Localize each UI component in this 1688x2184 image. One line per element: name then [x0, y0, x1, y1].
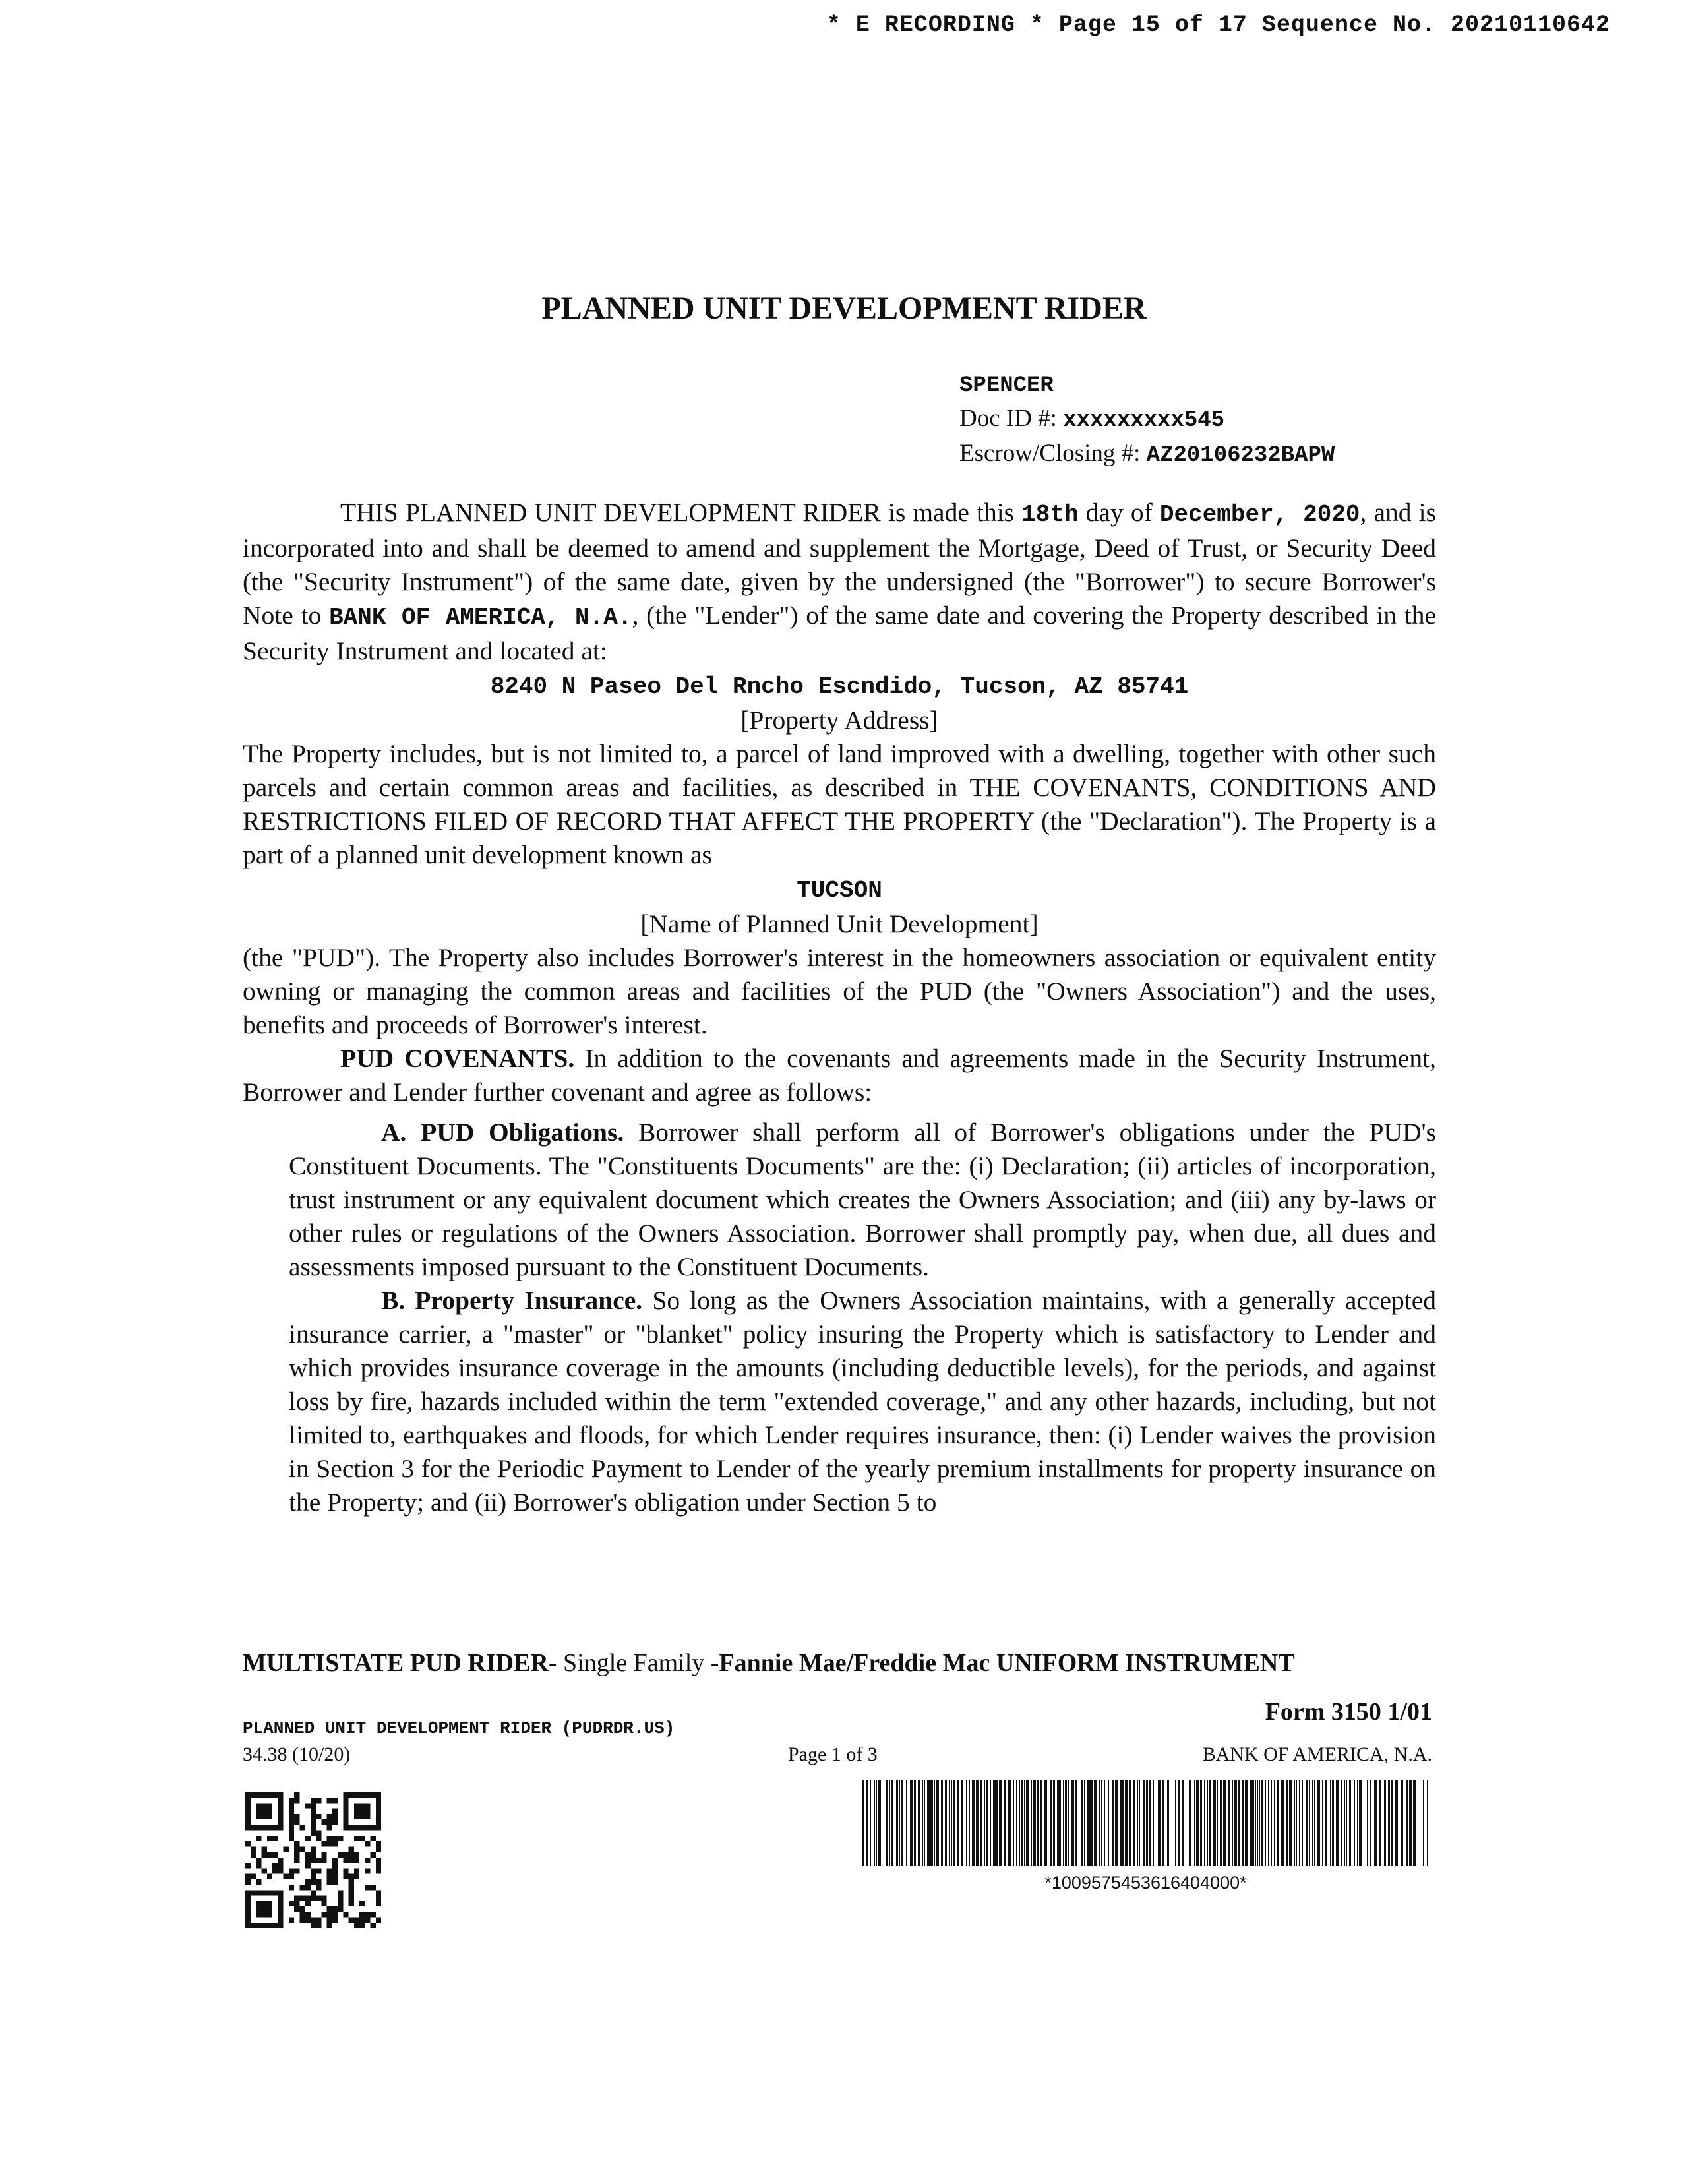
- form-number: Form 3150 1/01: [1265, 1698, 1432, 1726]
- footer-page-number: Page 1 of 3: [788, 1744, 878, 1765]
- footer-rider-line: [243, 1649, 1436, 1678]
- reference-block: [959, 369, 1335, 472]
- document-body: [243, 496, 1436, 1519]
- section-b: [289, 1284, 1436, 1519]
- rider-date: December, 2020: [1159, 501, 1360, 528]
- section-a-heading: A. PUD Obligations.: [381, 1118, 624, 1147]
- property-paragraph: The Property includes, but is not limited to, a parcel of land improved with a dwelling, together with other such parcels and certain common areas and facilities, as described in THE COVENANTS, CONDITIONS AND RESTRICTIONS FILED OF RECORD THAT AFFECT THE PROPERTY (the "Declaration"). The Property is a part of a planned unit development known as: [243, 739, 1436, 869]
- pud-name-label: [Name of Planned Unit Development]: [640, 909, 1039, 938]
- footer-rider-mid: - Single Family -: [548, 1649, 719, 1677]
- pud-name: TUCSON: [797, 877, 882, 904]
- footer-doc-code: PLANNED UNIT DEVELOPMENT RIDER (PUDRDR.US): [243, 1718, 675, 1738]
- pud-paragraph: (the "PUD"). The Property also includes Borrower's interest in the homeowners association or equivalent entity owning or managing the common areas and facilities of the PUD (the "Owners Association") and the uses, benefits and proceeds of Borrower's interest.: [243, 943, 1436, 1039]
- borrower-name: SPENCER: [959, 373, 1054, 398]
- covenants-heading: PUD COVENANTS.: [340, 1044, 575, 1073]
- intro-text-2: day of: [1078, 498, 1160, 527]
- intro-paragraph: [243, 496, 1436, 668]
- sub-sections: [243, 1116, 1436, 1519]
- escrow-line: [959, 437, 1335, 472]
- intro-text-3: , and is incorporated into and shall be deemed to amend and supplement the Mortgage, Deed of Trust, or Security Deed (the "Security Instrument") of the same date, given by the undersigned (the "Borrower") to secure Borrower's Note to: [243, 498, 1436, 630]
- intro-text-4: , (the "Lender") of the same date and covering the Property described in the Security Instrument and located at:: [243, 601, 1436, 665]
- footer-bank-name: BANK OF AMERICA, N.A.: [1202, 1744, 1432, 1765]
- qr-code-icon: [245, 1792, 381, 1928]
- recording-stamp: * E RECORDING * Page 15 of 17 Sequence No. 20210110642: [826, 12, 1610, 38]
- section-b-heading: B. Property Insurance.: [381, 1286, 643, 1315]
- covenants-text: In addition to the covenants and agreements made in the Security Instrument, Borrower and Lender further covenant and agree as follows:: [243, 1044, 1436, 1107]
- footer-rider-bold: MULTISTATE PUD RIDER: [243, 1649, 549, 1677]
- section-b-text: So long as the Owners Association maintains, with a generally accepted insurance carrier, a "master" or "blanket" policy insuring the Property which is satisfactory to Lender and which provides insurance coverage in the amounts (including deductible levels), for the periods, and against loss by fire, hazards included within the term "extended coverage," and any other hazards, including, but not limited to, earthquakes and floods, for which Lender requires insurance, then: (i) Lender waives the provision in Section 3 for the Periodic Payment to Lender of the yearly premium installments for property insurance on the Property; and (ii) Borrower's obligation under Section 5 to: [289, 1286, 1436, 1517]
- escrow-label: Escrow/Closing #:: [959, 440, 1141, 467]
- section-a-text: Borrower shall perform all of Borrower's obligations under the PUD's Constituent Documents. The "Constituents Documents" are the: (i) Declaration; (ii) articles of incorporation, trust instrument or any equivalent document which creates the Owners Association; and (iii) any by-laws or other rules or regulations of the Owners Association. Borrower shall promptly pay, when due, all dues and assessments imposed pursuant to the Constituent Documents.: [289, 1118, 1436, 1281]
- barcode-icon: [860, 1780, 1431, 1866]
- barcode-number: *1009575453616404000*: [1044, 1873, 1247, 1893]
- property-address-label: [Property Address]: [740, 706, 938, 735]
- doc-id-label: Doc ID #:: [959, 405, 1057, 432]
- section-a: [289, 1116, 1436, 1284]
- lender-name: BANK OF AMERICA, N.A.: [329, 604, 632, 631]
- footer-version: 34.38 (10/20): [243, 1744, 351, 1765]
- rider-day: 18th: [1021, 501, 1079, 528]
- doc-id-value: xxxxxxxxx545: [1063, 408, 1225, 433]
- doc-id-line: [959, 402, 1335, 437]
- document-title: PLANNED UNIT DEVELOPMENT RIDER: [541, 291, 1147, 326]
- footer-rider-bold2: Fannie Mae/Freddie Mac UNIFORM INSTRUMENT: [719, 1649, 1295, 1677]
- intro-text-1: THIS PLANNED UNIT DEVELOPMENT RIDER is made this: [340, 498, 1022, 527]
- escrow-value: AZ20106232BAPW: [1146, 443, 1335, 468]
- covenants-paragraph: [243, 1042, 1436, 1109]
- property-address: 8240 N Paseo Del Rncho Escndido, Tucson, AZ 85741: [490, 673, 1189, 700]
